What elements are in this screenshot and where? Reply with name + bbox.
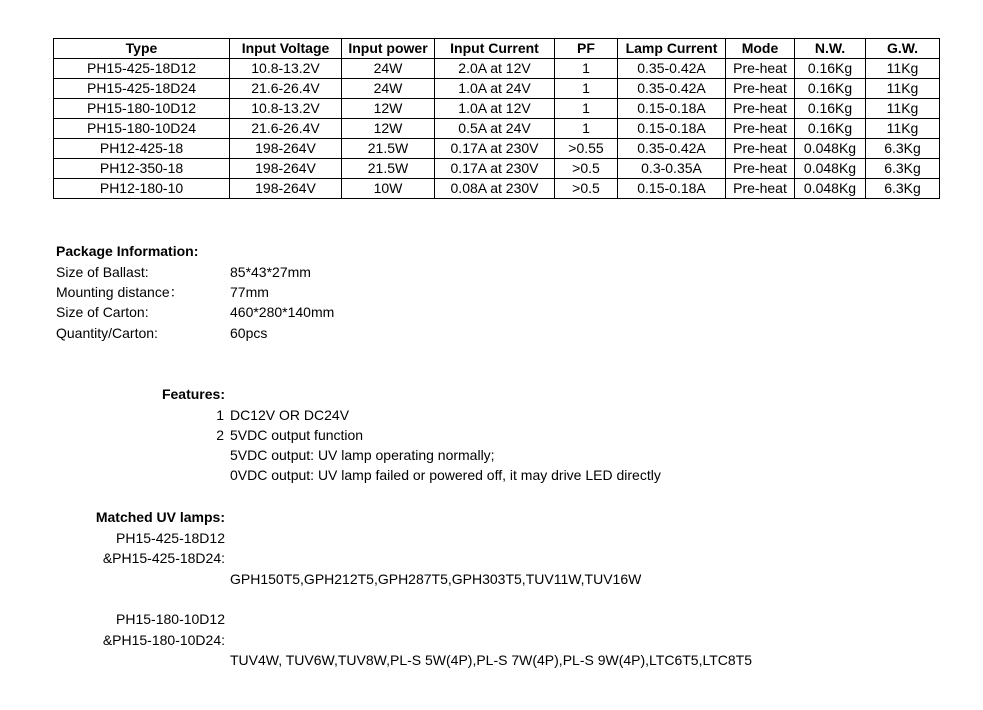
matched-model: PH15-425-18D12	[116, 530, 225, 546]
header-mode: Mode	[726, 39, 795, 59]
cell-input-voltage: 198-264V	[230, 159, 342, 179]
table-row	[54, 179, 940, 199]
matched-heading: Matched UV lamps:	[95, 509, 225, 525]
cell-lamp-current: 0.35-0.42A	[618, 139, 726, 159]
package-value: 60pcs	[230, 325, 268, 341]
cell-input-current: 0.17A at 230V	[435, 139, 555, 159]
cell-mode: Pre-heat	[726, 79, 795, 99]
header-input-voltage: Input Voltage	[230, 39, 342, 59]
cell-nw: 0.048Kg	[795, 139, 866, 159]
cell-lamp-current: 0.15-0.18A	[618, 179, 726, 199]
spec-table	[53, 38, 940, 199]
cell-input-power: 12W	[342, 99, 435, 119]
cell-nw: 0.16Kg	[795, 79, 866, 99]
cell-gw: 11Kg	[866, 119, 940, 139]
cell-type: PH15-425-18D24	[54, 79, 230, 99]
cell-mode: Pre-heat	[726, 99, 795, 119]
cell-type: PH12-350-18	[54, 159, 230, 179]
package-value: 85*43*27mm	[230, 264, 311, 280]
table-row	[54, 159, 940, 179]
package-label: Size of Ballast:	[56, 264, 149, 280]
cell-input-current: 2.0A at 12V	[435, 59, 555, 79]
cell-gw: 11Kg	[866, 59, 940, 79]
cell-input-power: 24W	[342, 59, 435, 79]
cell-input-power: 12W	[342, 119, 435, 139]
header-nw: N.W.	[795, 39, 866, 59]
package-value: 77mm	[230, 284, 269, 300]
table-body	[54, 59, 940, 199]
cell-lamp-current: 0.35-0.42A	[618, 79, 726, 99]
cell-nw: 0.048Kg	[795, 179, 866, 199]
header-gw: G.W.	[866, 39, 940, 59]
cell-mode: Pre-heat	[726, 159, 795, 179]
package-label: Size of Carton:	[56, 304, 149, 320]
feature-number: 1	[216, 407, 224, 423]
cell-nw: 0.048Kg	[795, 159, 866, 179]
matched-model: PH15-180-10D12	[116, 611, 225, 627]
cell-input-power: 21.5W	[342, 139, 435, 159]
package-label: Mounting distance：	[56, 284, 184, 300]
cell-nw: 0.16Kg	[795, 59, 866, 79]
table-row	[54, 139, 940, 159]
matched-lamps: TUV4W, TUV6W,TUV8W,PL-S 5W(4P),PL-S 7W(4P),PL-S 9W(4P),LTC6T5,LTC8T5	[230, 652, 752, 668]
package-label: Quantity/Carton:	[56, 325, 158, 341]
table-row	[54, 59, 940, 79]
table-header-row	[54, 39, 940, 59]
cell-input-power: 24W	[342, 79, 435, 99]
header-pf: PF	[555, 39, 618, 59]
cell-input-current: 0.08A at 230V	[435, 179, 555, 199]
cell-type: PH15-425-18D12	[54, 59, 230, 79]
header-lamp-current: Lamp Current	[618, 39, 726, 59]
cell-nw: 0.16Kg	[795, 99, 866, 119]
cell-type: PH12-180-10	[54, 179, 230, 199]
features-heading: Features:	[161, 386, 225, 402]
cell-gw: 6.3Kg	[866, 159, 940, 179]
cell-gw: 11Kg	[866, 79, 940, 99]
cell-mode: Pre-heat	[726, 119, 795, 139]
cell-lamp-current: 0.3-0.35A	[618, 159, 726, 179]
cell-type: PH15-180-10D24	[54, 119, 230, 139]
cell-pf: 1	[555, 59, 618, 79]
cell-input-power: 21.5W	[342, 159, 435, 179]
cell-type: PH15-180-10D12	[54, 99, 230, 119]
cell-mode: Pre-heat	[726, 139, 795, 159]
feature-number: 2	[216, 427, 224, 443]
cell-lamp-current: 0.35-0.42A	[618, 59, 726, 79]
cell-input-voltage: 10.8-13.2V	[230, 59, 342, 79]
cell-pf: 1	[555, 119, 618, 139]
matched-model: &PH15-180-10D24:	[102, 632, 225, 648]
matched-lamps: GPH150T5,GPH212T5,GPH287T5,GPH303T5,TUV11W,TUV16W	[230, 571, 642, 587]
package-heading: Package Information:	[56, 243, 199, 259]
cell-pf: >0.5	[555, 179, 618, 199]
feature-text: 0VDC output: UV lamp failed or powered off, it may drive LED directly	[230, 467, 661, 483]
cell-input-current: 1.0A at 12V	[435, 99, 555, 119]
cell-type: PH12-425-18	[54, 139, 230, 159]
cell-input-voltage: 21.6-26.4V	[230, 79, 342, 99]
cell-input-power: 10W	[342, 179, 435, 199]
cell-gw: 6.3Kg	[866, 179, 940, 199]
feature-text: 5VDC output: UV lamp operating normally;	[230, 447, 495, 463]
cell-lamp-current: 0.15-0.18A	[618, 119, 726, 139]
cell-gw: 11Kg	[866, 99, 940, 119]
header-input-current: Input Current	[435, 39, 555, 59]
cell-mode: Pre-heat	[726, 179, 795, 199]
cell-pf: >0.5	[555, 159, 618, 179]
table-row	[54, 99, 940, 119]
cell-pf: 1	[555, 99, 618, 119]
cell-nw: 0.16Kg	[795, 119, 866, 139]
cell-pf: >0.55	[555, 139, 618, 159]
table-row	[54, 119, 940, 139]
cell-gw: 6.3Kg	[866, 139, 940, 159]
package-value: 460*280*140mm	[230, 304, 335, 320]
feature-text: 5VDC output function	[230, 427, 364, 443]
cell-input-current: 0.5A at 24V	[435, 119, 555, 139]
cell-input-voltage: 21.6-26.4V	[230, 119, 342, 139]
cell-input-voltage: 198-264V	[230, 139, 342, 159]
table-row	[54, 79, 940, 99]
cell-input-current: 0.17A at 230V	[435, 159, 555, 179]
header-type: Type	[54, 39, 230, 59]
cell-mode: Pre-heat	[726, 59, 795, 79]
cell-input-voltage: 10.8-13.2V	[230, 99, 342, 119]
feature-text: DC12V OR DC24V	[230, 407, 350, 423]
cell-lamp-current: 0.15-0.18A	[618, 99, 726, 119]
cell-input-voltage: 198-264V	[230, 179, 342, 199]
matched-model: &PH15-425-18D24:	[102, 550, 225, 566]
header-input-power: Input power	[342, 39, 435, 59]
cell-input-current: 1.0A at 24V	[435, 79, 555, 99]
cell-pf: 1	[555, 79, 618, 99]
